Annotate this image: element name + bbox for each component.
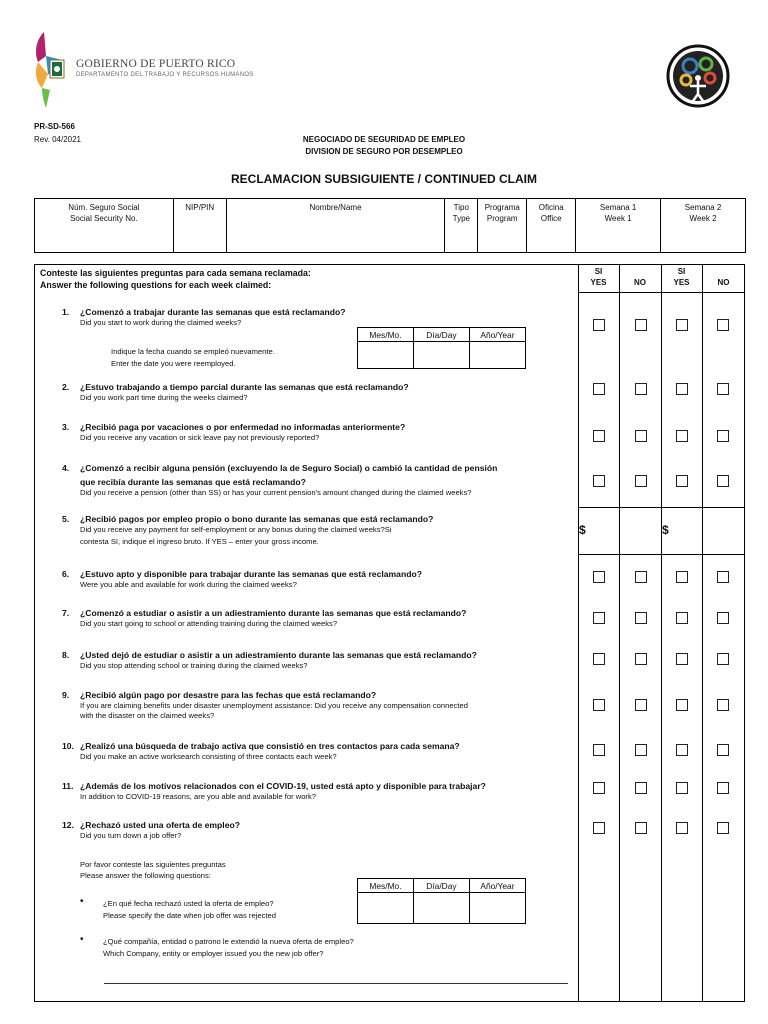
q3-week1-no-checkbox[interactable] (635, 430, 647, 442)
form-title: RECLAMACION SUBSIGUIENTE / CONTINUED CLAIM (231, 172, 537, 186)
employer-name-line[interactable] (104, 983, 568, 984)
q5-top-rule (578, 507, 745, 508)
question-8: 8. ¿Usted dejó de estudiar o asistir a un adiestramiento durante las semanas que está reclamando? Did you stop attending school or training during the claimed weeks? (62, 650, 477, 670)
col-divider-4 (702, 264, 703, 1002)
q1-week1-no-checkbox[interactable] (635, 319, 647, 331)
bullet-2: • (80, 934, 84, 945)
q7-week2-no-checkbox[interactable] (717, 612, 729, 624)
q9-week1-yes-checkbox[interactable] (593, 699, 605, 711)
week1-income-field[interactable] (592, 510, 660, 552)
q2-week1-yes-checkbox[interactable] (593, 383, 605, 395)
q6-week2-yes-checkbox[interactable] (676, 571, 688, 583)
q12-week1-no-checkbox[interactable] (635, 822, 647, 834)
q12-week2-no-checkbox[interactable] (717, 822, 729, 834)
q9-week2-yes-checkbox[interactable] (676, 699, 688, 711)
question-12-rejection-date: ¿En qué fecha rechazó usted la oferta de empleo? Please specify the date when job offer was rejected (103, 899, 276, 920)
q7-week1-no-checkbox[interactable] (635, 612, 647, 624)
q10-week1-no-checkbox[interactable] (635, 744, 647, 756)
q6-week2-no-checkbox[interactable] (717, 571, 729, 583)
q1-week2-no-checkbox[interactable] (717, 319, 729, 331)
q10-week2-yes-checkbox[interactable] (676, 744, 688, 756)
department-name: DEPARTAMENTO DEL TRABAJO Y RECURSOS HUMANOS (76, 72, 254, 78)
q11-week2-no-checkbox[interactable] (717, 782, 729, 794)
q12-week1-yes-checkbox[interactable] (593, 822, 605, 834)
q5-bottom-rule (578, 554, 745, 555)
government-name: GOBIERNO DE PUERTO RICO (76, 58, 236, 70)
answer-header-rule (578, 292, 745, 293)
q4-week2-yes-checkbox[interactable] (676, 475, 688, 487)
q3-week1-yes-checkbox[interactable] (593, 430, 605, 442)
q6-week1-no-checkbox[interactable] (635, 571, 647, 583)
col-divider-1 (578, 264, 579, 1002)
question-9: 9. ¿Recibió algún pago por desastre para las fechas que está reclamando? If you are claiming benefits under disaster unemployment assistance: Did you receive any compensation connected with the disaster on the claimed weeks? (62, 690, 468, 720)
reemployed-date-box: Mes/Mo. Día/Day Año/Year (357, 327, 526, 369)
q8-week2-no-checkbox[interactable] (717, 653, 729, 665)
form-revision: Rev. 04/2021 (34, 135, 81, 144)
q3-week2-yes-checkbox[interactable] (676, 430, 688, 442)
q3-week2-no-checkbox[interactable] (717, 430, 729, 442)
question-3: 3. ¿Recibió paga por vacaciones o por enfermedad no informadas anteriormente? Did you receive any vacation or sick leave pay not previously reported? (62, 422, 406, 442)
q8-week1-yes-checkbox[interactable] (593, 653, 605, 665)
q4-week1-no-checkbox[interactable] (635, 475, 647, 487)
q6-week1-yes-checkbox[interactable] (593, 571, 605, 583)
q4-week1-yes-checkbox[interactable] (593, 475, 605, 487)
q2-week1-no-checkbox[interactable] (635, 383, 647, 395)
question-12-subheader: Por favor conteste las siguientes preguntas Please answer the following questions: (80, 860, 226, 880)
reemployed-year-field[interactable] (469, 342, 525, 369)
question-5: 5. ¿Recibió pagos por empleo propio o bono durante las semanas que está reclamando? Did you receive any payment for self-employment or any bonus during the claimed weeks?Si contesta SI, indique el ingreso bruto. If YES – enter your gross income. (62, 514, 434, 546)
q10-week2-no-checkbox[interactable] (717, 744, 729, 756)
agency-seal-icon (666, 44, 730, 108)
rejection-date-box: Mes/Mo. Día/Day Año/Year (357, 878, 526, 924)
week2-income-field[interactable] (675, 510, 743, 552)
reemployed-month-field[interactable] (358, 342, 414, 369)
office-cell[interactable]: Oficina Office (527, 199, 576, 253)
week2-income-dollar: $ (662, 523, 669, 537)
week1-yes-header: SI YES (590, 267, 607, 287)
q9-week1-no-checkbox[interactable] (635, 699, 647, 711)
week1-cell[interactable]: Semana 1 Week 1 (576, 199, 661, 253)
nip-cell[interactable]: NIP/PIN (173, 199, 226, 253)
puerto-rico-government-logo (32, 30, 72, 110)
rejection-year-field[interactable] (469, 893, 525, 924)
agency-line-1: NEGOCIADO DE SEGURIDAD DE EMPLEO (302, 135, 466, 144)
question-1-reemployed-note: Indique la fecha cuando se empleó nuevamente. Enter the date you were reemployed. (111, 347, 275, 368)
rejection-day-field[interactable] (413, 893, 469, 924)
question-12-employer: ¿Qué compañía, entidad o patrono le extendió la nueva oferta de empleo? Which Company, entity or employer issued you the new job offer? (103, 937, 354, 958)
q11-week1-yes-checkbox[interactable] (593, 782, 605, 794)
q8-week2-yes-checkbox[interactable] (676, 653, 688, 665)
question-2: 2. ¿Estuvo trabajando a tiempo parcial durante las semanas que está reclamando? Did you work part time during the weeks claimed? (62, 382, 409, 402)
agency-line-2: DIVISION DE SEGURO POR DESEMPLEO (305, 147, 463, 156)
week2-cell[interactable]: Semana 2 Week 2 (661, 199, 746, 253)
question-10: 10. ¿Realizó una búsqueda de trabajo activa que consistió en tres contactos para cada semana? Did you make an active worksearch consisting of three contacts each week? (62, 741, 460, 761)
week2-yes-header: SI YES (673, 267, 690, 287)
q2-week2-no-checkbox[interactable] (717, 383, 729, 395)
week1-income-dollar: $ (579, 523, 586, 537)
question-7: 7. ¿Comenzó a estudiar o asistir a un adiestramiento durante las semanas que está reclamando? Did you start going to school or attending training during the claimed weeks? (62, 608, 467, 628)
q10-week1-yes-checkbox[interactable] (593, 744, 605, 756)
form-id: PR-SD-566 (34, 122, 75, 131)
type-cell[interactable]: Tipo Type (445, 199, 478, 253)
q12-week2-yes-checkbox[interactable] (676, 822, 688, 834)
rejection-month-field[interactable] (358, 893, 414, 924)
question-4: 4. ¿Comenzó a recibir alguna pensión (excluyendo la de Seguro Social) o cambió la cantidad de pensión que recibía durante las semanas que está reclamando? Did you receive a pension (other than SS) or has your current pension's amount changed during the claimed weeks? (62, 463, 498, 497)
name-cell[interactable]: Nombre/Name (226, 199, 445, 253)
q11-week2-yes-checkbox[interactable] (676, 782, 688, 794)
question-11: 11. ¿Además de los motivos relacionados con el COVID-19, usted está apto y disponible para trabajar? In addition to COVID-19 reasons, are you able and available for work? (62, 781, 486, 801)
q11-week1-no-checkbox[interactable] (635, 782, 647, 794)
q8-week1-no-checkbox[interactable] (635, 653, 647, 665)
week2-no-header: NO (717, 278, 730, 287)
col-divider-3 (661, 264, 662, 1002)
program-cell[interactable]: Programa Program (478, 199, 527, 253)
q7-week2-yes-checkbox[interactable] (676, 612, 688, 624)
question-1: 1. ¿Comenzó a trabajar durante las semanas que está reclamando? Did you start to work during the claimed weeks? (62, 307, 346, 327)
col-divider-2 (619, 264, 620, 1002)
ssn-cell[interactable]: Núm. Seguro Social Social Security No. (35, 199, 174, 253)
q2-week2-yes-checkbox[interactable] (676, 383, 688, 395)
q4-week2-no-checkbox[interactable] (717, 475, 729, 487)
question-6: 6. ¿Estuvo apto y disponible para trabajar durante las semanas que está reclamando? Were you able and available for work during the claimed weeks? (62, 569, 422, 589)
q1-week1-yes-checkbox[interactable] (593, 319, 605, 331)
question-12: 12. ¿Rechazó usted una oferta de empleo? Did you turn down a job offer? (62, 820, 240, 840)
claimant-id-table (34, 198, 746, 253)
reemployed-day-field[interactable] (413, 342, 469, 369)
instructions: Conteste las siguientes preguntas para cada semana reclamada: Answer the following questions for each week claimed: (40, 268, 311, 290)
q7-week1-yes-checkbox[interactable] (593, 612, 605, 624)
q1-week2-yes-checkbox[interactable] (676, 319, 688, 331)
q9-week2-no-checkbox[interactable] (717, 699, 729, 711)
bullet-1: • (80, 896, 84, 907)
week1-no-header: NO (634, 278, 646, 287)
